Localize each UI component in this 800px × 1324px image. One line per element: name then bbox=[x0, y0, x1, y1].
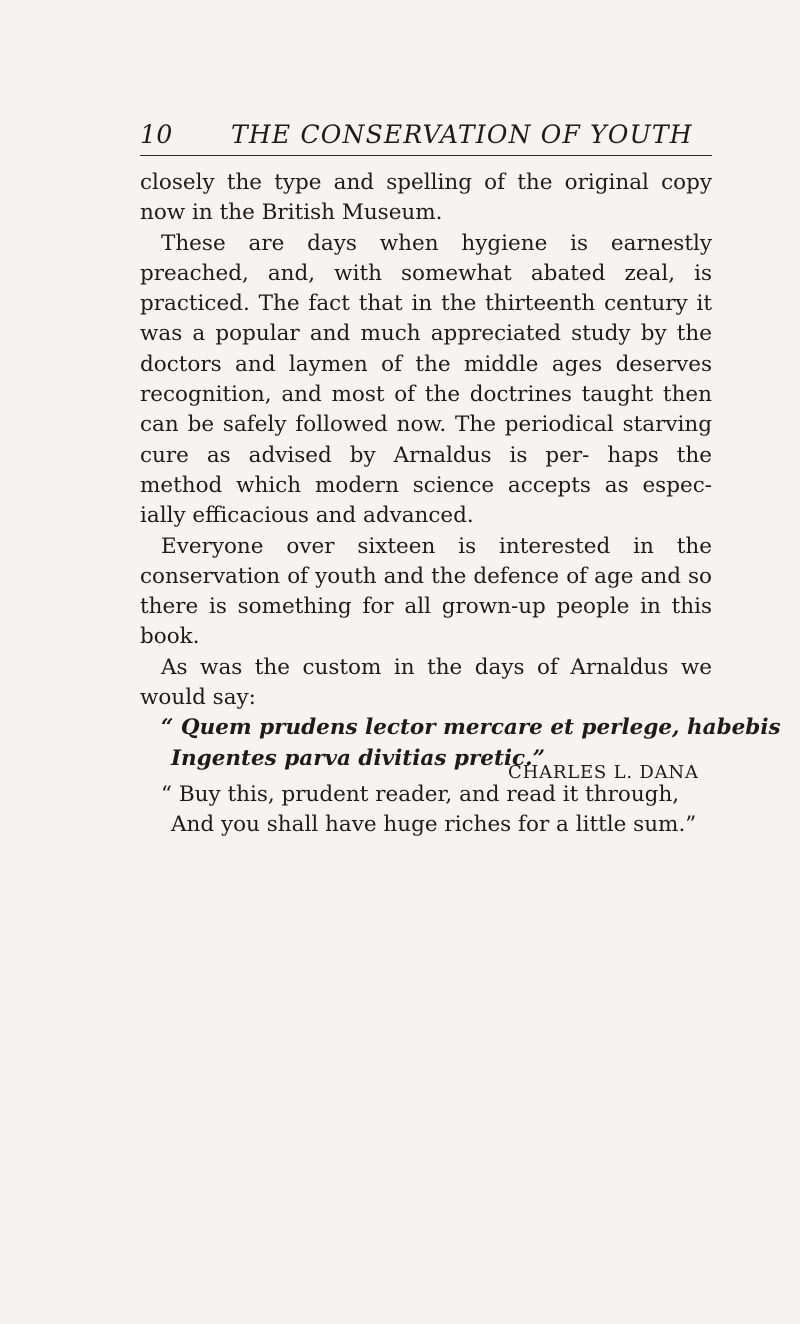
latin-verse-line: “ Quem prudens lector mercare et perlege, habebis bbox=[161, 715, 781, 741]
header-rule bbox=[140, 155, 712, 156]
translation-verse-line: “ Buy this, prudent reader, and read it through, bbox=[161, 781, 680, 807]
running-title: THE CONSERVATION OF YOUTH bbox=[231, 120, 693, 149]
paragraph-hygiene: These are days when hygiene is earnestly preached, and, with somewhat abated zeal, is practiced. The fact that in the thirteenth century it was a popular and much appreciated study by the doctors and laymen of the middle ages deserves recognition, and most of the doctrines taught then can be safely followed now. The periodical starving cure as advised by Arnaldus is per- haps the method which modern science accepts as espec- ially efficacious and advanced. bbox=[140, 230, 712, 529]
translation-verse-line: And you shall have huge riches for a little sum.” bbox=[171, 812, 697, 838]
page-number: 10 bbox=[140, 120, 173, 149]
paragraph-everyone: Everyone over sixteen is interested in the conservation of youth and the defence of age and so there is something for all grown-up people in this book. bbox=[140, 533, 712, 650]
translation-verse bbox=[161, 780, 712, 841]
author-signature: CHARLES L. DANA bbox=[508, 762, 699, 783]
paragraph-continuation: closely the type and spelling of the original copy now in the British Museum. bbox=[140, 170, 712, 226]
paragraph-custom: As was the custom in the days of Arnaldus we would say: bbox=[140, 654, 712, 711]
body-text bbox=[140, 168, 781, 841]
latin-verse-line: Ingentes parva divitias pretic.” bbox=[171, 745, 545, 771]
running-header bbox=[140, 120, 712, 160]
